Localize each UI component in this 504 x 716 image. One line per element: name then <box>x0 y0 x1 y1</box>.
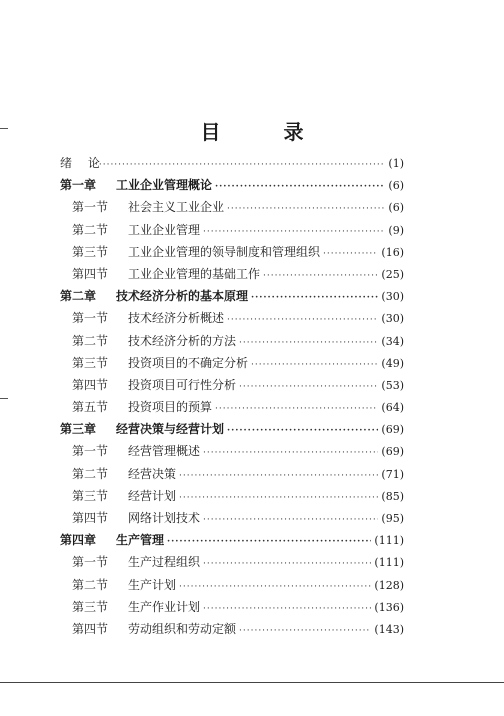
dot-leader <box>179 471 378 481</box>
toc-entry-label: 第一节 <box>72 200 109 215</box>
dot-leader <box>203 559 371 569</box>
dot-leader <box>203 604 371 614</box>
dot-leader <box>239 626 371 636</box>
toc-section-row <box>60 332 404 354</box>
toc-page-number: (71) <box>381 467 404 481</box>
toc-page-number: (53) <box>381 378 404 392</box>
toc-page-number: (95) <box>381 512 404 525</box>
toc-page-number: (69) <box>381 423 404 437</box>
dot-leader <box>239 338 378 348</box>
toc-entry-label: 第四节 <box>72 377 109 392</box>
toc-section-row <box>60 354 404 376</box>
toc-entry-title: 社会主义工业企业 <box>128 200 225 215</box>
toc-entry-title: 技术经济分析的基本原理 <box>116 289 249 304</box>
toc-page-number: (111) <box>374 556 404 570</box>
toc-entry-label: 第三节 <box>72 355 109 370</box>
toc-intro-row <box>60 154 404 176</box>
toc-entry-label: 第一章 <box>60 178 97 193</box>
dot-leader <box>251 360 378 370</box>
toc-page-number: (34) <box>381 334 404 348</box>
toc-entry-title: 经营决策与经营计划 <box>116 422 225 437</box>
toc-page-number: (128) <box>374 578 404 592</box>
dot-leader <box>239 382 378 392</box>
toc-section-row <box>60 576 404 598</box>
toc-entry-title: 技术经济分析概述 <box>128 311 225 326</box>
toc-section-row <box>60 553 404 575</box>
toc-entry-label: 第一节 <box>72 555 109 570</box>
toc-page-number: (1) <box>388 157 404 170</box>
toc-section-row <box>60 509 404 531</box>
dot-leader <box>263 271 378 281</box>
dot-leader <box>227 426 378 436</box>
toc-entry-title: 生产作业计划 <box>128 599 201 614</box>
toc-entry-title: 经营决策 <box>128 466 177 481</box>
toc-entry-label: 第一节 <box>72 311 109 326</box>
toc-entry-label: 第二章 <box>60 289 97 304</box>
toc-chapter-row <box>60 531 404 553</box>
dot-leader <box>215 404 378 414</box>
toc-entry-title: 网络计划技术 <box>128 511 201 525</box>
toc-page-number: (111) <box>374 534 404 548</box>
toc-section-row <box>60 620 404 642</box>
toc-entry-title: 投资项目的不确定分析 <box>128 355 249 370</box>
dot-leader <box>203 227 385 237</box>
dot-leader <box>95 160 385 170</box>
toc-entry-label: 第二节 <box>72 333 109 348</box>
toc-page-number: (69) <box>381 445 404 459</box>
scan-edge-mark <box>0 128 8 129</box>
toc-section-row <box>60 598 404 620</box>
toc-entry-label: 第三节 <box>72 488 109 503</box>
dot-leader <box>323 249 378 259</box>
dot-leader <box>179 493 378 503</box>
toc-section-row <box>60 221 404 243</box>
toc-entry-label: 第三节 <box>72 599 109 614</box>
toc-chapter-row <box>60 420 404 442</box>
toc-entry-title: 生产管理 <box>116 533 165 548</box>
toc-section-row <box>60 265 404 287</box>
toc-entry-label: 第三章 <box>60 422 97 437</box>
dot-leader <box>215 182 385 192</box>
toc-page-number: (6) <box>388 201 404 215</box>
dot-leader <box>167 537 371 547</box>
toc-page-number: (64) <box>381 401 404 415</box>
toc-page-number: (85) <box>381 489 404 503</box>
toc-entry-title: 工业企业管理的基础工作 <box>128 266 261 281</box>
toc-chapter-row <box>60 176 404 198</box>
toc-page-number: (136) <box>374 600 404 614</box>
toc-entry-title: 生产过程组织 <box>128 555 201 570</box>
table-of-contents <box>60 154 404 642</box>
toc-entry-label: 第三节 <box>72 244 109 259</box>
toc-entry-label: 第五节 <box>72 400 109 415</box>
toc-section-row <box>60 442 404 464</box>
toc-entry-title: 经营管理概述 <box>128 444 201 459</box>
toc-entry-label: 绪 论 <box>60 156 106 170</box>
toc-page-number: (49) <box>381 356 404 370</box>
toc-page-number: (30) <box>381 312 404 326</box>
page-title: 目 录 <box>200 120 332 144</box>
toc-section-row <box>60 243 404 265</box>
toc-page-number: (6) <box>388 179 404 193</box>
toc-entry-label: 第二节 <box>72 466 109 481</box>
toc-page-number: (16) <box>381 245 404 259</box>
toc-section-row <box>60 376 404 398</box>
toc-entry-label: 第四节 <box>72 511 109 525</box>
dot-leader <box>203 448 378 458</box>
toc-entry-title: 投资项目可行性分析 <box>128 377 237 392</box>
dot-leader <box>179 582 371 592</box>
toc-entry-title: 投资项目的预算 <box>128 400 213 415</box>
toc-section-row <box>60 398 404 420</box>
toc-section-row <box>60 487 404 509</box>
toc-page-number: (30) <box>381 290 404 304</box>
toc-entry-label: 第四章 <box>60 533 97 548</box>
toc-entry-label: 第四节 <box>72 266 109 281</box>
toc-page-number: (143) <box>374 622 404 636</box>
toc-entry-title: 生产计划 <box>128 577 177 592</box>
toc-entry-title: 技术经济分析的方法 <box>128 333 237 348</box>
dot-leader <box>203 515 378 525</box>
toc-entry-title: 工业企业管理概论 <box>116 178 213 193</box>
page-bottom-rule <box>0 682 504 683</box>
toc-entry-title: 工业企业管理的领导制度和管理组织 <box>128 244 321 259</box>
toc-entry-title: 劳动组织和劳动定额 <box>128 621 237 636</box>
scan-edge-mark <box>0 398 8 399</box>
toc-section-row <box>60 465 404 487</box>
dot-leader <box>227 204 385 214</box>
toc-page-number: (25) <box>381 267 404 281</box>
toc-entry-label: 第一节 <box>72 444 109 459</box>
dot-leader <box>227 315 378 325</box>
toc-page-number: (9) <box>388 223 404 237</box>
toc-entry-label: 第四节 <box>72 621 109 636</box>
dot-leader <box>251 293 378 303</box>
toc-entry-title: 经营计划 <box>128 488 177 503</box>
toc-entry-label: 第二节 <box>72 577 109 592</box>
toc-entry-label: 第二节 <box>72 222 109 237</box>
toc-section-row <box>60 198 404 220</box>
toc-entry-title: 工业企业管理 <box>128 222 201 237</box>
toc-chapter-row <box>60 287 404 309</box>
toc-section-row <box>60 309 404 331</box>
